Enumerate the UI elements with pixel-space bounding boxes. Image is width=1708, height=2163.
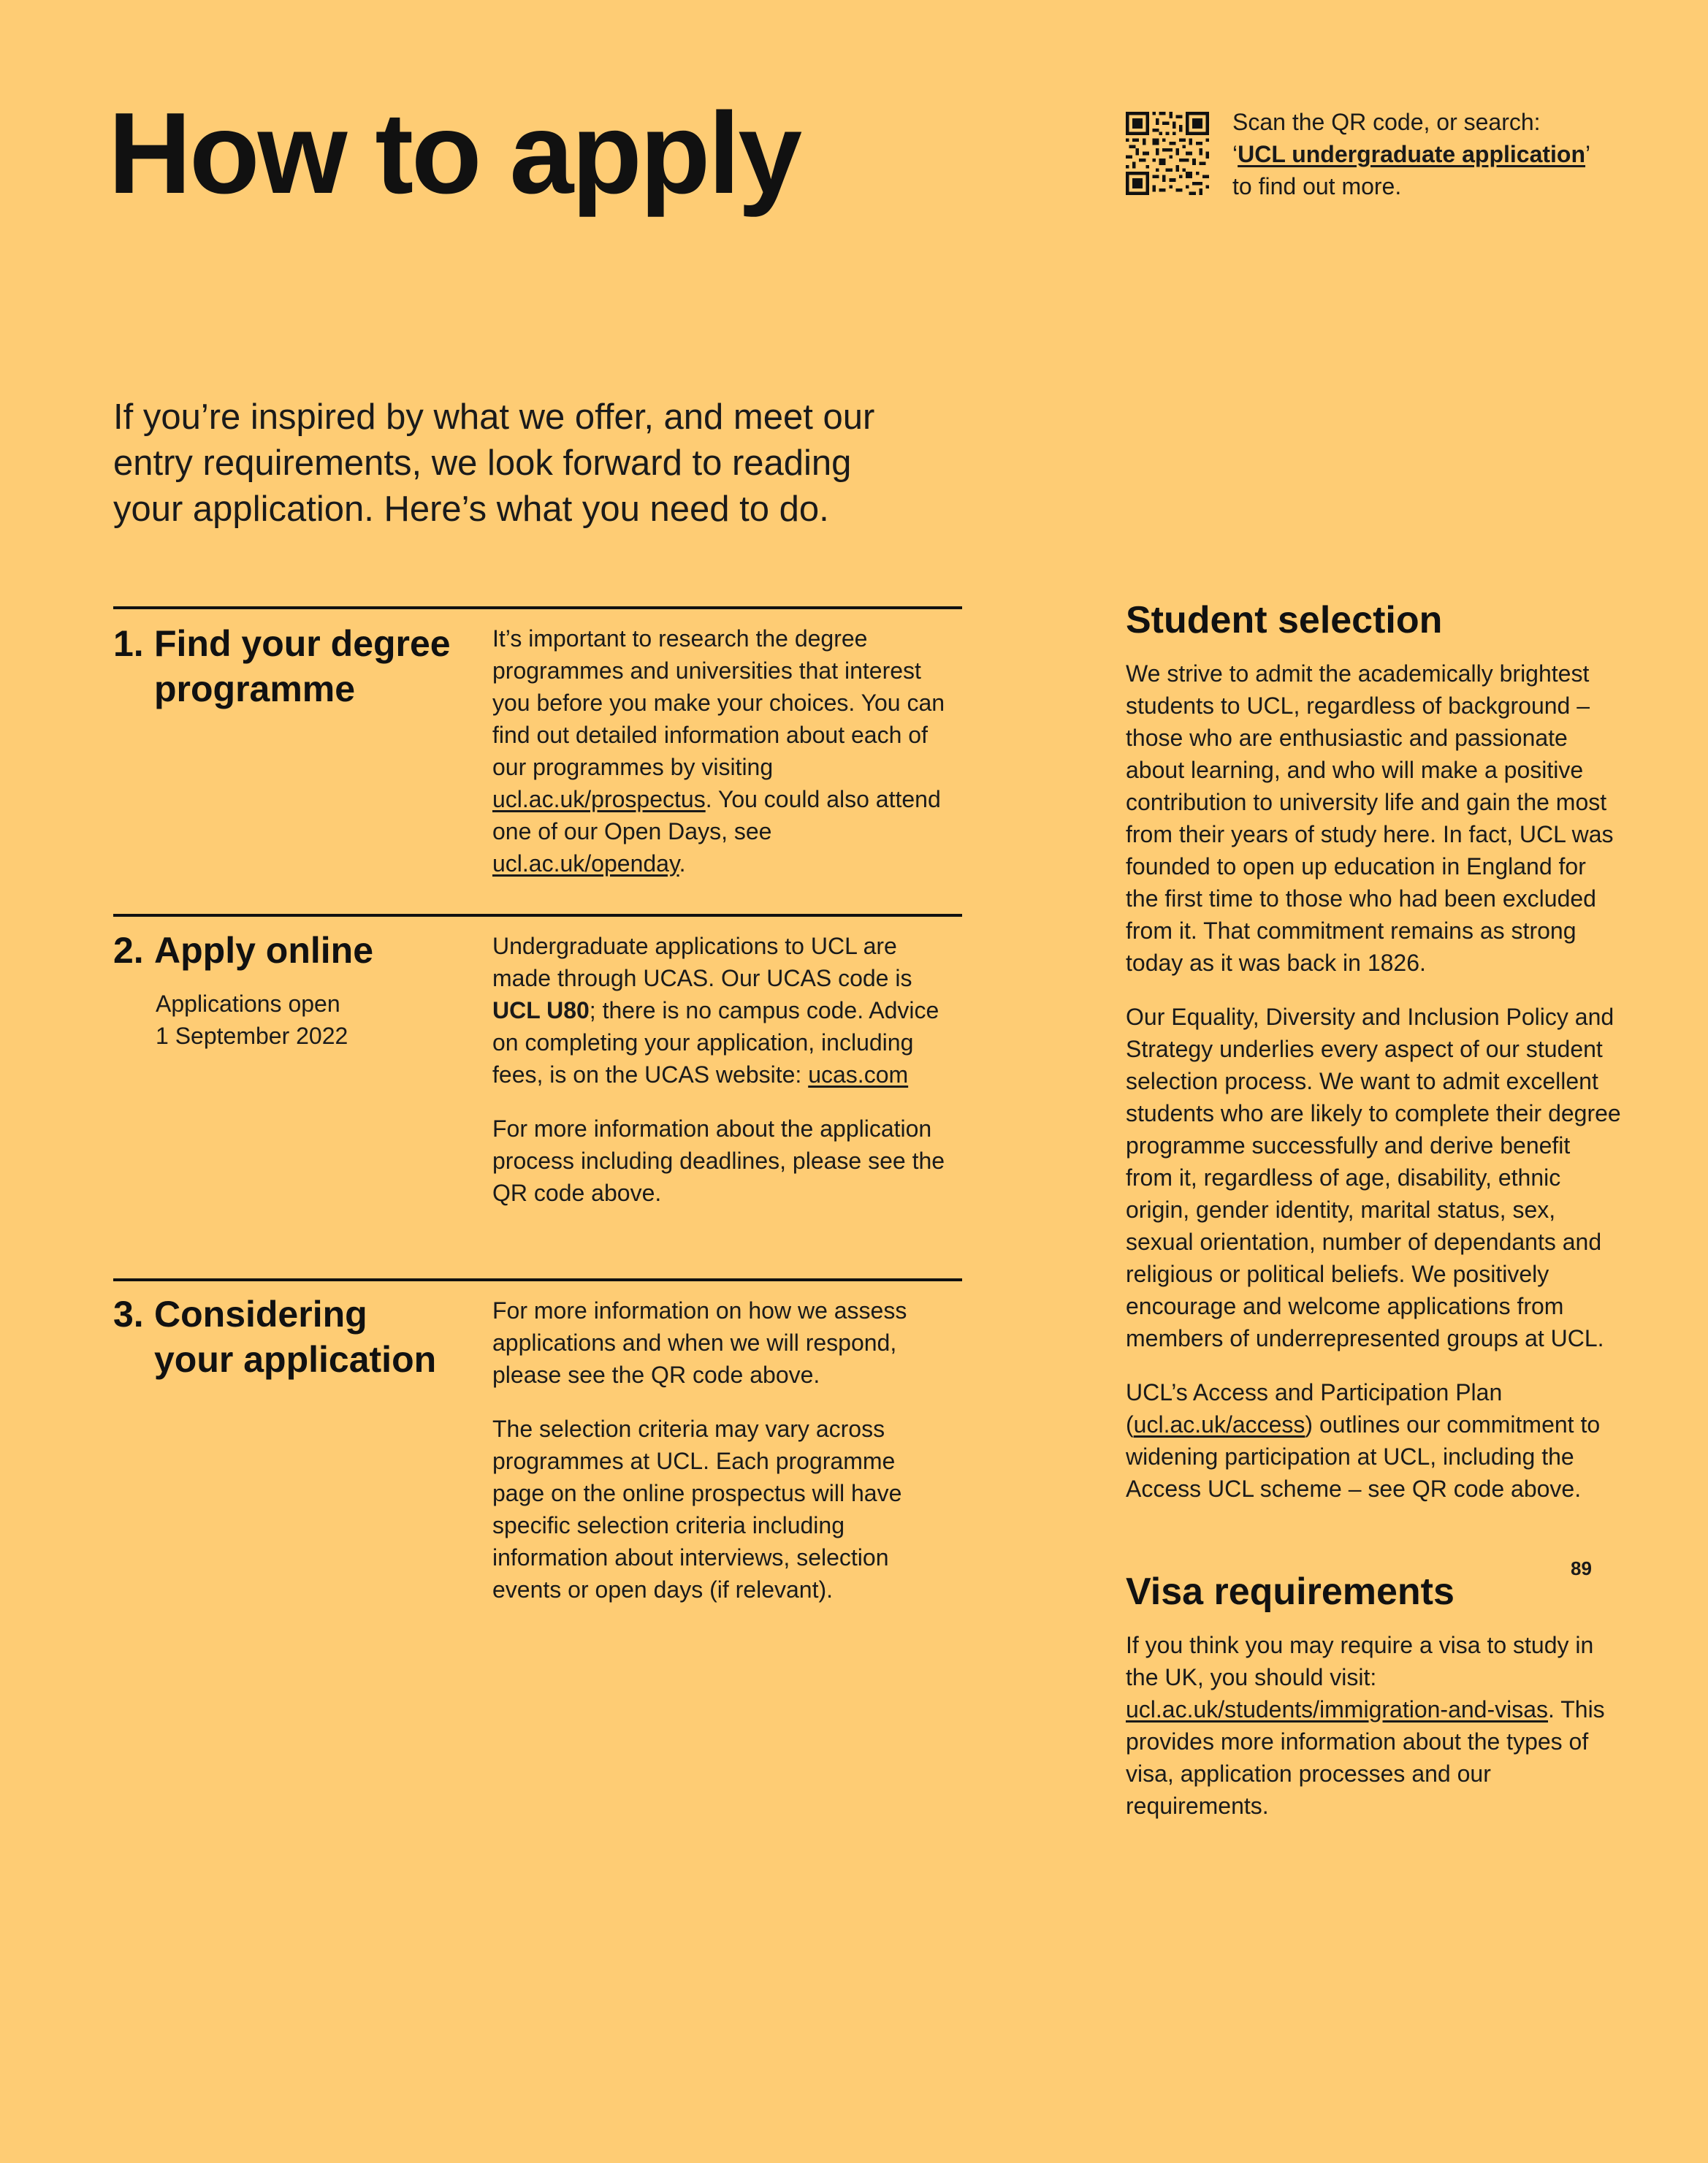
step-heading-line-1: Apply online	[154, 930, 373, 971]
openday-link[interactable]: ucl.ac.uk/openday	[492, 850, 679, 877]
page-title: How to apply	[108, 89, 801, 218]
student-selection-section	[1126, 598, 1623, 1527]
step-1-heading	[113, 621, 451, 712]
text: . You could also attend one of our Open Days, see	[492, 786, 941, 844]
paragraph	[1126, 1629, 1623, 1822]
applications-open-label: Applications open	[156, 991, 340, 1017]
step-3-heading	[113, 1292, 436, 1382]
step-3-body	[492, 1294, 953, 1628]
text: ; there is no campus code. Advice on completing your application, including fees, is on the UCAS website:	[492, 997, 939, 1088]
ucas-code: UCL U80	[492, 997, 590, 1023]
step-2-heading	[113, 928, 373, 973]
qr-line-3: to find out more.	[1232, 173, 1402, 199]
text: It’s important to research the degree programmes and universities that interest you before you make your choices. You can find out detailed information about each of our programmes by visiting	[492, 625, 945, 780]
visa-link[interactable]: ucl.ac.uk/students/immigration-and-visas	[1126, 1696, 1549, 1723]
qr-line-2	[1232, 138, 1642, 170]
qr-instructions	[1232, 106, 1642, 202]
visa-heading: Visa requirements	[1126, 1571, 1455, 1613]
open-quote: ‘	[1232, 141, 1238, 167]
step-1-body	[492, 622, 953, 901]
page-number: 89	[1571, 1557, 1592, 1579]
student-selection-heading: Student selection	[1126, 599, 1443, 641]
paragraph: The selection criteria may vary across programmes at UCL. Each programme page on the online prospectus will have specific selection criteria including information about interviews, selection events or open days (if relevant).	[492, 1416, 902, 1603]
text: . This provides more information about the types of visa, application processes and our requirements.	[1126, 1696, 1605, 1819]
access-link[interactable]: ucl.ac.uk/access	[1133, 1411, 1305, 1438]
applications-open-note	[156, 988, 348, 1052]
step-2-body	[492, 930, 953, 1231]
intro-line-2: entry requirements, we look forward to reading	[113, 443, 852, 483]
applications-open-date: 1 September 2022	[156, 1023, 348, 1049]
paragraph: For more information on how we assess applications and when we will respond, please see the QR code above.	[492, 1297, 907, 1388]
divider	[113, 1278, 962, 1281]
step-number: 1.	[113, 623, 144, 664]
text: ) outlines our commitment to widening participation at UCL, including the Access UCL scheme – see QR code above.	[1126, 1411, 1601, 1502]
qr-line-1: Scan the QR code, or search:	[1232, 109, 1541, 135]
prospectus-link[interactable]: ucl.ac.uk/prospectus	[492, 786, 706, 812]
step-heading-line-1: Considering	[154, 1294, 367, 1335]
divider	[113, 914, 962, 917]
step-heading-line-1: Find your degree	[154, 623, 451, 664]
paragraph: Our Equality, Diversity and Inclusion Policy and Strategy underlies every aspect of our student selection process. We want to admit excellent students who are likely to complete their degree programme successfully and derive benefit from it, regardless of age, disability, ethnic origin, gender identity, marital status, sex, sexual orientation, number of dependants and religious or political beliefs. We positively encourage and welcome applications from members of underrepresented groups at UCL.	[1126, 1004, 1621, 1351]
step-heading-line-2: programme	[154, 668, 356, 709]
paragraph	[1126, 1376, 1623, 1505]
text: .	[679, 850, 686, 877]
paragraph: We strive to admit the academically brightest students to UCL, regardless of background – those who are enthusiastic and passionate about learning, and who will make a positive contribution to university life and gain the most from their years of study here. In fact, UCL was founded to open up education in England for the first time to those who had been excluded from it. That commitment remains as strong today as it was back in 1826.	[1126, 660, 1614, 976]
intro-line-3: your application. Here’s what you need to do.	[113, 489, 829, 529]
qr-code-icon[interactable]	[1126, 112, 1209, 195]
divider	[113, 606, 962, 609]
step-number: 3.	[113, 1294, 144, 1335]
paragraph	[492, 930, 953, 1091]
text: Undergraduate applications to UCL are made through UCAS. Our UCAS code is	[492, 933, 912, 991]
qr-search-link[interactable]: UCL undergraduate application	[1238, 141, 1586, 167]
ucas-link[interactable]: ucas.com	[808, 1061, 909, 1088]
visa-section	[1126, 1569, 1623, 1844]
paragraph	[492, 622, 953, 880]
intro-line-1: If you’re inspired by what we offer, and meet our	[113, 397, 875, 437]
paragraph: For more information about the application process including deadlines, please see the QR code above.	[492, 1115, 945, 1206]
text: If you think you may require a visa to study in the UK, you should visit:	[1126, 1632, 1594, 1690]
step-number: 2.	[113, 930, 144, 971]
close-quote: ’	[1585, 141, 1591, 167]
step-heading-line-2: your application	[154, 1339, 437, 1380]
intro-paragraph	[113, 394, 953, 533]
text: UCL’s Access and Participation Plan (	[1126, 1379, 1503, 1438]
